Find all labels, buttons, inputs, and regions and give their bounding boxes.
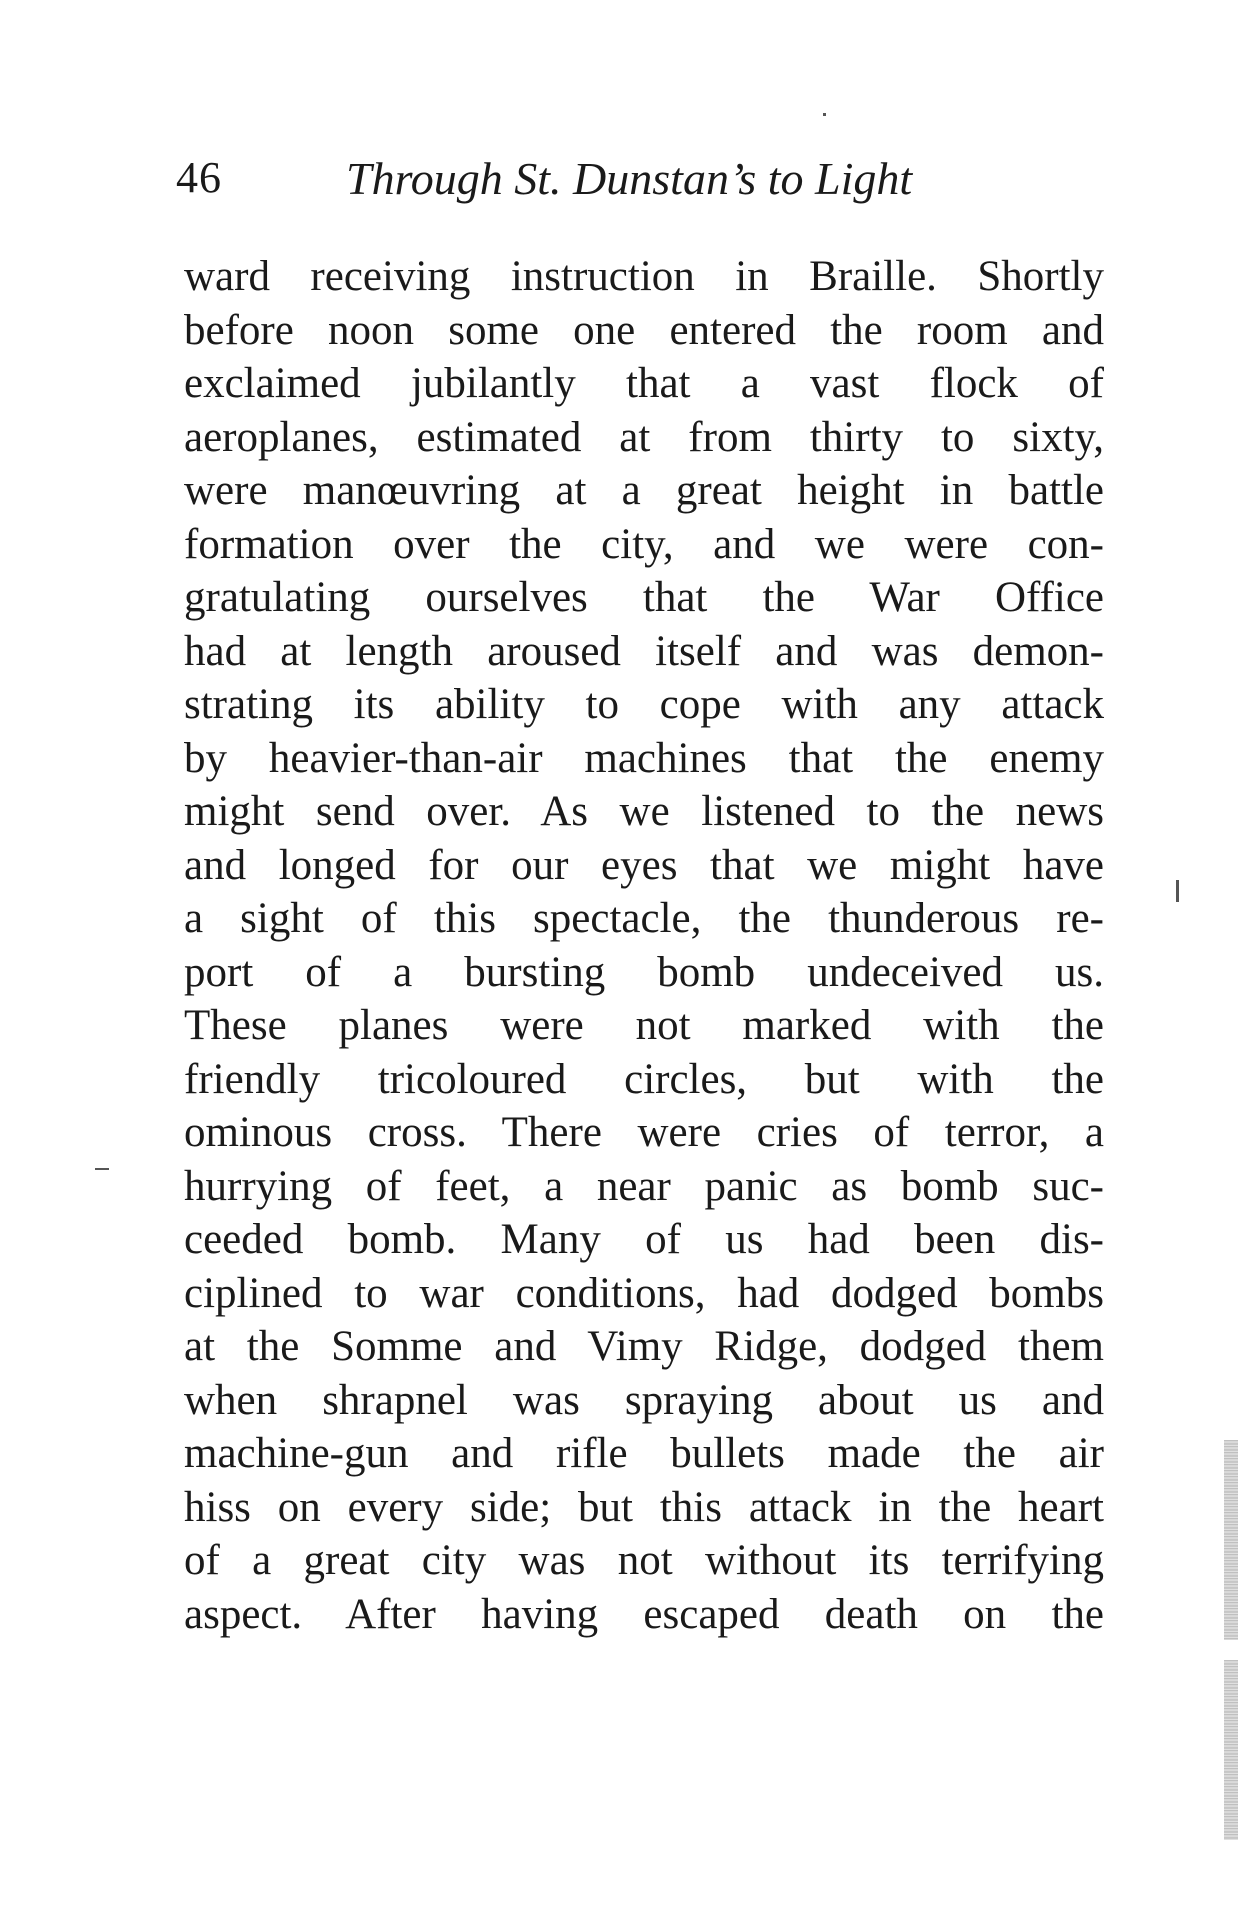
text-line: at the Somme and Vimy Ridge, dodged them [184, 1323, 1104, 1370]
text-line: port of a bursting bomb undeceived us. [184, 948, 1104, 996]
text-line: were manœuvring at a great height in battle [184, 467, 1104, 514]
text-line: formation over the city, and we were con- [184, 520, 1104, 568]
page-header [176, 152, 1106, 212]
text-line: machine-gun and rifle bullets made the air [184, 1430, 1104, 1477]
text-line: aeroplanes, estimated at from thirty to sixty, [184, 413, 1104, 461]
text-line: by heavier-than-air machines that the enemy [184, 734, 1104, 782]
text-line: hiss on every side; but this attack in the heart [184, 1483, 1104, 1531]
text-line: aspect. After having escaped death on the [184, 1590, 1104, 1638]
text-line: ominous cross. There were cries of terror, a [184, 1109, 1104, 1156]
scan-edge-noise [1224, 1660, 1238, 1840]
scan-speck [823, 113, 826, 116]
body-text [184, 250, 1104, 1641]
text-line: gratulating ourselves that the War Office [184, 574, 1104, 621]
text-line: exclaimed jubilantly that a vast flock of [184, 360, 1104, 407]
scan-edge-noise [1224, 1440, 1238, 1640]
text-line: and longed for our eyes that we might have [184, 841, 1104, 889]
text-line: when shrapnel was spraying about us and [184, 1376, 1104, 1424]
text-line: of a great city was not without its terrifying [184, 1537, 1104, 1584]
text-line: ward receiving instruction in Braille. Shortly [184, 253, 1104, 300]
scan-speck [1176, 880, 1179, 902]
text-line: friendly tricoloured circles, but with the [184, 1055, 1104, 1103]
text-line: a sight of this spectacle, the thunderous re- [184, 895, 1104, 942]
text-line: ceeded bomb. Many of us had been dis- [184, 1216, 1104, 1263]
page-number: 46 [176, 153, 222, 202]
text-line: hurrying of feet, a near panic as bomb suc- [184, 1162, 1104, 1210]
text-line: before noon some one entered the room and [184, 306, 1104, 354]
text-line: ciplined to war conditions, had dodged bombs [184, 1269, 1104, 1317]
text-line: These planes were not marked with the [184, 1002, 1104, 1049]
running-title: Through St. Dunstan’s to Light [346, 153, 913, 204]
text-line: strating its ability to cope with any attack [184, 681, 1104, 728]
scan-speck [95, 1168, 109, 1170]
text-line: might send over. As we listened to the news [184, 788, 1104, 835]
text-line: had at length aroused itself and was demon- [184, 627, 1104, 675]
